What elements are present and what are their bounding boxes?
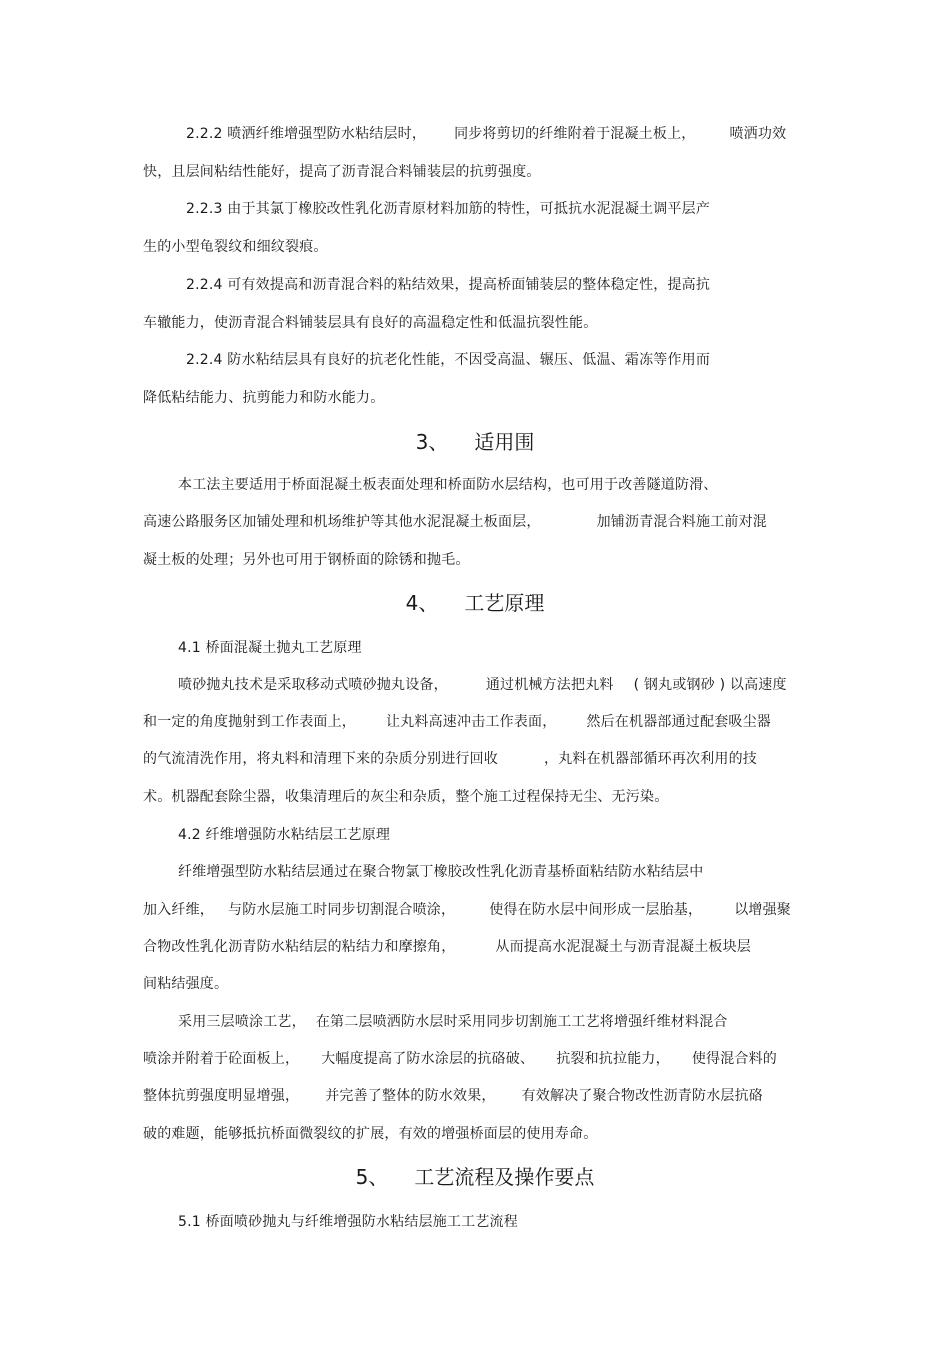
subsection-title: 4.1 桥面混凝土抛丸工艺原理: [178, 640, 362, 656]
text-segment: 抗裂和抗拉能力，: [556, 1051, 670, 1067]
text-line: [143, 713, 771, 731]
text-segment: 喷洒功效: [729, 126, 787, 142]
text-segment: 在第二层喷洒防水层时采用同步切割施工工艺将增强纤维材料混合: [315, 1014, 728, 1030]
text-segment: 加入纤维，: [143, 902, 214, 918]
text-segment: 同步将剪切的纤维附着于混凝土板上，: [454, 126, 696, 142]
text-segment: 2.2.2 喷洒纤维增强型防水粘结层时，: [186, 126, 427, 142]
text-line: [143, 750, 757, 768]
section-heading-4: [0, 590, 950, 616]
text-line: 快，且层间粘结性能好，提高了沥青混合料铺装层的抗剪强度。: [143, 164, 541, 180]
text-segment: 通过机械方法把丸料: [485, 677, 614, 693]
text-segment: 与防水层施工时同步切割混合喷涂，: [228, 902, 456, 918]
text-segment: 使得混合料的: [691, 1051, 778, 1067]
text-segment: 然后在机器部通过配套吸尘器: [586, 714, 772, 730]
text-segment: 并完善了整体的防水效果，: [325, 1088, 496, 1104]
subsection-title: 4.2 纤维增强防水粘结层工艺原理: [178, 827, 391, 843]
text-line: [143, 513, 767, 531]
text-line: 降低粘结能力、抗剪能力和防水能力。: [143, 390, 385, 406]
text-line: 术。机器配套除尘器，收集清理后的灰尘和杂质，整个施工过程保持无尘、无污染。: [143, 789, 669, 805]
text-segment: 以增强聚: [734, 902, 792, 918]
text-line: 2.2.3 由于其氯丁橡胶改性乳化沥青原材料加筋的特性，可抵抗水泥混凝土调平层产: [186, 201, 711, 217]
section-heading-5: [0, 1164, 950, 1190]
text-line: 2.2.4 可有效提高和沥青混合料的粘结效果，提高桥面铺装层的整体稳定性，提高抗: [186, 277, 711, 293]
text-line: [143, 1087, 763, 1105]
heading-title: 工艺流程及操作要点: [414, 1165, 595, 1189]
text-segment: 大幅度提高了防水涂层的抗硌破、: [321, 1051, 535, 1067]
text-line: 间粘结强度。: [143, 976, 229, 992]
heading-number: 3、: [415, 430, 449, 454]
text-segment: 从而提高水泥混凝土与沥青混凝土板块层: [495, 939, 752, 955]
text-segment: 加铺沥青混合料施工前对混: [596, 514, 768, 530]
text-segment: 使得在防水层中间形成一层胎基，: [489, 902, 703, 918]
text-segment: 喷涂并附着于砼面板上，: [143, 1051, 300, 1067]
text-line: [143, 938, 751, 956]
section-heading-3: [0, 429, 950, 455]
text-segment: 整体抗剪强度明显增强，: [143, 1088, 300, 1104]
text-line: 破的难题，能够抵抗桥面微裂纹的扩展，有效的增强桥面层的使用寿命。: [143, 1126, 598, 1142]
text-line: 纤维增强型防水粘结层通过在聚合物氯丁橡胶改性乳化沥青基桥面粘结防水粘结层中: [178, 864, 704, 880]
text-segment: 高速公路服务区加铺处理和机场维护等其他水泥混凝土板面层，: [143, 514, 541, 530]
text-segment: 喷砂抛丸技术是采取移动式喷砂抛丸设备，: [178, 677, 448, 693]
text-segment: ，丸料在机器部循环再次利用的技: [544, 751, 757, 767]
heading-number: 4、: [405, 591, 439, 615]
text-segment: 的气流清洗作用，将丸料和清理下来的杂质分别进行回收: [143, 751, 498, 767]
text-segment: 合物改性乳化沥青防水粘结层的粘结力和摩擦角，: [143, 939, 456, 955]
heading-number: 5、: [355, 1165, 389, 1189]
text-line: 本工法主要适用于桥面混凝土板表面处理和桥面防水层结构，也可用于改善隧道防滑、: [178, 477, 718, 493]
text-segment: 采用三层喷涂工艺，: [178, 1014, 306, 1030]
heading-title: 工艺原理: [464, 591, 545, 615]
text-segment: 和一定的角度抛射到工作表面上，: [143, 714, 356, 730]
heading-title: 适用围: [474, 430, 535, 454]
text-segment: ( 钢丸或钢砂 ) 以高速度: [633, 677, 787, 693]
text-line: 车辙能力，使沥青混合料铺装层具有良好的高温稳定性和低温抗裂性能。: [143, 315, 598, 331]
text-line: [143, 1050, 777, 1068]
text-line: 凝土板的处理；另外也可用于钢桥面的除锈和抛毛。: [143, 552, 470, 568]
subsection-title: 5.1 桥面喷砂抛丸与纤维增强防水粘结层施工工艺流程: [178, 1214, 518, 1230]
text-line: [178, 676, 787, 694]
text-segment: 让丸料高速冲击工作表面，: [386, 714, 557, 730]
text-line: 生的小型龟裂纹和细纹裂痕。: [143, 239, 328, 255]
text-line: [186, 125, 786, 143]
text-line: 2.2.4 防水粘结层具有良好的抗老化性能，不因受高温、辗压、低温、霜冻等作用而: [186, 352, 711, 368]
text-line: [143, 901, 791, 919]
text-segment: 有效解决了聚合物改性沥青防水层抗硌: [521, 1088, 764, 1104]
text-line: [178, 1013, 728, 1031]
